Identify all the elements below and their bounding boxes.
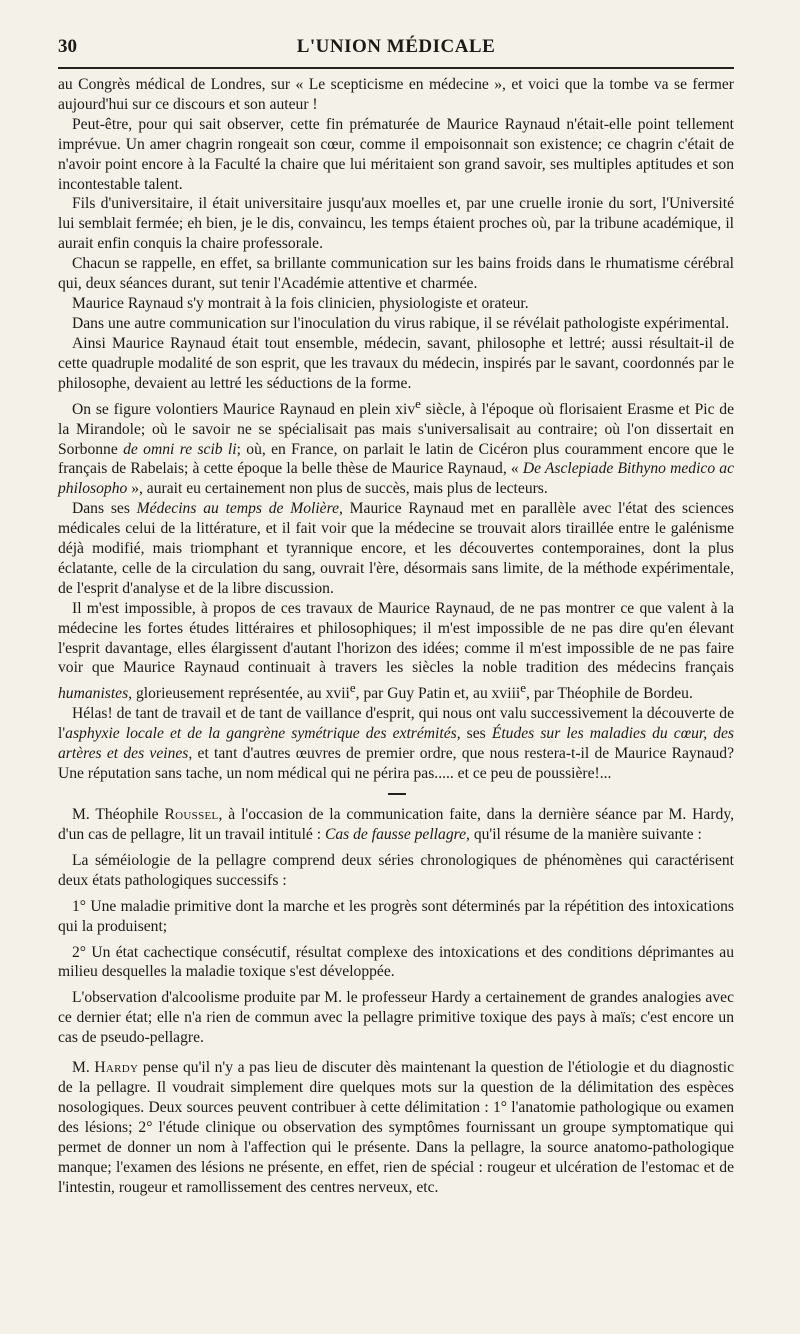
paragraph: Peut-être, pour qui sait observer, cette fin prématurée de Maurice Raynaud n'était-elle point tellement imprévue. Un amer chagrin rongeait son cœur, comme il empoisonnait son existence; ce chagrin c'était de n'avoir point encore à la Faculté la chaire que lui méritaient son grand savoir, ses multiples aptitudes et son incontestable talent. xyxy=(58,115,734,193)
paragraph: Fils d'universitaire, il était universitaire jusqu'aux moelles et, par une cruelle ironie du sort, l'Université lui semblait fermée; eh bien, je le dis, convaincu, les temps étaient proches où, par la tribune académique, il aurait enfin conquis la chaire professorale. xyxy=(58,195,734,253)
section-divider xyxy=(388,793,406,795)
list-item: 1° Une maladie primitive dont la marche et les progrès sont déterminés par la répétition des intoxications qui la produisent; xyxy=(58,897,734,935)
paragraph: au Congrès médical de Londres, sur « Le scepticisme en médecine », et voici que la tombe va se fermer aujourd'hui sur ce discours et son auteur ! xyxy=(58,76,734,113)
page-header xyxy=(58,32,734,62)
paragraph: Chacun se rappelle, en effet, sa brillante communication sur les bains froids dans le rhumatisme cérébral qui, deux séances durant, sut tenir l'Académie attentive et charmée. xyxy=(58,255,734,293)
page-number: 30 xyxy=(58,36,77,57)
paragraph: Dans une autre communication sur l'inoculation du virus rabique, il se révélait pathologiste expérimental. xyxy=(72,314,730,332)
paragraph: M. Hardy pense qu'il n'y a pas lieu de discuter dès maintenant la question de l'étiologie et du diagnostic de la pellagre. Il voudrait simplement dire quelques mots sur la question de la délimitation des espèces nosologiques. Deux sources peuvent contribuer à cette délimitation : 1° l'anatomie pathologique ou examen des lésions; 2° l'étude clinique ou observation des symptômes fournissant un groupe symptomatique qui permet de donner un nom à l'affection qui le présente. Dans la pellagre, la source anatomo-pathologique manque; l'examen des lésions ne présente, en effet, rien de spécial : rougeur et ulcération de l'estomac et de l'intestin, rougeur et ramollissement des centres nerveux, etc. xyxy=(58,1059,734,1196)
paragraph: M. Théophile Roussel, à l'occasion de la communication faite, dans la dernière séance par M. Hardy, d'un cas de pellagre, lit un travail intitulé : Cas de fausse pellagre, qu'il résume de la manière suivante : xyxy=(58,806,735,843)
paragraph: Dans ses Médecins au temps de Molière, Maurice Raynaud met en parallèle avec l'état des sciences médicales celui de la littérature, et il fait voir que la médecine se trouvait alors tiraillée entre le galénisme déjà modifié, mais triomphant et tyrannique encore, et les découvertes contemporaines, dont la plus éclatante, celle de la circulation du sang, ouvrait l'ère, désormais sans limite, de la méthode expérimentale, de l'esprit d'analyse et de la libre discussion. xyxy=(58,500,734,597)
paragraph: L'observation d'alcoolisme produite par M. le professeur Hardy a certainement de grandes analogies avec ce dernier état; elle n'a rien de commun avec la pellagre primitive toxique des pays à maïs; c'est encore un cas de pseudo-pellagre. xyxy=(58,989,734,1047)
paragraph: Maurice Raynaud s'y montrait à la fois clinicien, physiologiste et orateur. xyxy=(72,294,529,312)
paragraph: On se figure volontiers Maurice Raynaud en plein xiv$^e$ siècle, à l'époque où florisaient Erasme et Pic de la Mirandole; où le savoir ne se spécialisait pas mais s'universalisait au contraire; où l'on dissertait en Sorbonne de omni re scib li; où, en France, on parlait le latin de Cicéron plus couramment encore que le français de Rabelais; à cette époque la belle thèse de Maurice Raynaud, « De Asclepiade Bithyno medico ac philosopho », aurait eu certainement non plus de succès, mais plus de lecteurs. xyxy=(58,395,735,498)
article-body xyxy=(58,75,734,1197)
paragraph: Hélas! de tant de travail et de tant de vaillance d'esprit, qui nous ont valu successivement la découverte de l'asphyxie locale et de la gangrène symétrique des extrémités, ses Études sur les maladies du cœur, des artères et des veines, et tant d'autres œuvres de premier ordre, que nous restera-t-il de Maurice Raynaud? Une réputation sans tache, un nom médical qui ne périra pas..... et ce peu de poussière!... xyxy=(58,705,734,783)
paragraph: Ainsi Maurice Raynaud était tout ensemble, médecin, savant, philosophe et lettré; aussi résultait-il de cette quadruple modalité de son esprit, que les travaux du médecin, inspirés par le savant, coordonnés par le philosophe, devaient au lettré les séductions de la forme. xyxy=(58,334,734,392)
header-rule xyxy=(58,67,734,69)
list-item: 2° Un état cachectique consécutif, résultat complexe des intoxications et des conditions déprimantes au milieu desquelles la maladie toxique s'est développée. xyxy=(58,943,734,981)
journal-title: L'UNION MÉDICALE xyxy=(296,36,496,57)
paragraph: Il m'est impossible, à propos de ces travaux de Maurice Raynaud, de ne pas montrer ce que valent à la médecine les fortes études littéraires et philosophiques; il m'est impossible de ne pas dire qu'en élevant l'esprit davantage, elles élargissent d'autant l'horizon des idées; comme il m'est impossible de ne pas faire voir que Maurice Raynaud continuait à travers les siècles la noble tradition des médecins français humanistes, glorieusement représentée, au xvii$^e$, par Guy Patin et, au xviii$^e$, par Théophile de Bordeu. xyxy=(58,599,734,703)
paragraph: La séméiologie de la pellagre comprend deux séries chronologiques de phénomènes qui caractérisent deux états pathologiques successifs : xyxy=(58,851,734,889)
